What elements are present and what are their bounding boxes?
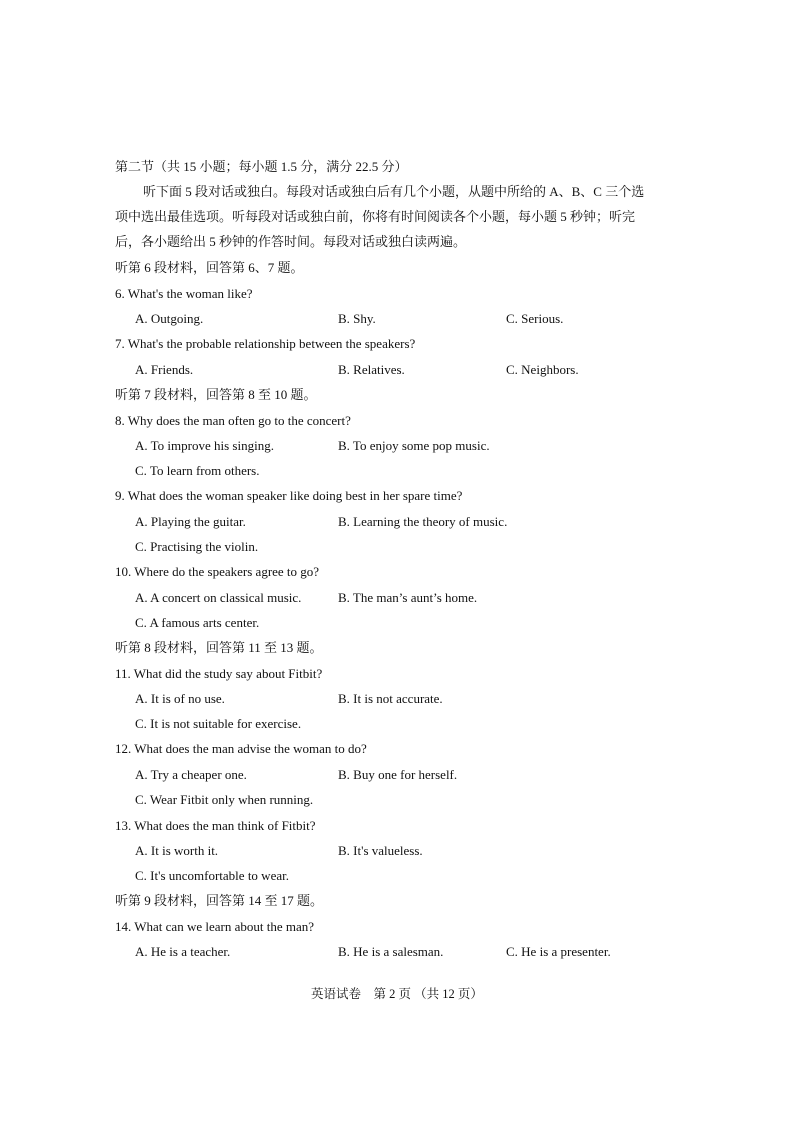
section-heading: 第二节（共 15 小题；每小题 1.5 分，满分 22.5 分） (115, 159, 408, 174)
question-13-option-c: C. It's uncomfortable to wear. (135, 868, 289, 883)
question-10-stem: 10. Where do the speakers agree to go? (115, 564, 320, 579)
question-8-option-a: A. To improve his singing. (135, 438, 274, 453)
question-8-option-b: B. To enjoy some pop music. (338, 438, 490, 453)
question-14-option-c: C. He is a presenter. (506, 944, 611, 959)
question-10-option-b: B. The man’s aunt’s home. (338, 590, 478, 605)
question-6-option-b: B. Shy. (338, 311, 376, 326)
question-8-stem: 8. Why does the man often go to the concert? (115, 413, 351, 428)
question-13-option-a: A. It is worth it. (135, 843, 219, 858)
question-13-option-b: B. It's valueless. (338, 843, 423, 858)
question-14-stem: 14. What can we learn about the man? (115, 919, 315, 934)
question-10-option-a: A. A concert on classical music. (135, 590, 302, 605)
question-6-option-c: C. Serious. (506, 311, 564, 326)
question-10-option-c: C. A famous arts center. (135, 615, 260, 630)
question-7-option-b: B. Relatives. (338, 362, 405, 377)
question-12-option-c: C. Wear Fitbit only when running. (135, 792, 314, 807)
question-11-option-b: B. It is not accurate. (338, 691, 443, 706)
question-14-option-b: B. He is a salesman. (338, 944, 444, 959)
question-6-option-a: A. Outgoing. (135, 311, 204, 326)
question-11-option-c: C. It is not suitable for exercise. (135, 716, 302, 731)
question-7-stem: 7. What's the probable relationship between the speakers? (115, 336, 416, 351)
group-label-9: 听第 9 段材料，回答第 14 至 17 题。 (115, 893, 324, 908)
question-13-stem: 13. What does the man think of Fitbit? (115, 818, 316, 833)
question-9-stem: 9. What does the woman speaker like doing best in her spare time? (115, 488, 463, 503)
instructions-line-2: 项中选出最佳选项。听每段对话或独白前，你将有时间阅读各个小题，每小题 5 秒钟；听完 (115, 209, 636, 224)
question-11-stem: 11. What did the study say about Fitbit? (115, 666, 323, 681)
question-12-stem: 12. What does the man advise the woman to do? (115, 741, 367, 756)
question-9-option-a: A. Playing the guitar. (135, 514, 246, 529)
question-11-option-a: A. It is of no use. (135, 691, 225, 706)
question-14-option-a: A. He is a teacher. (135, 944, 231, 959)
question-12-option-b: B. Buy one for herself. (338, 767, 458, 782)
question-9-option-b: B. Learning the theory of music. (338, 514, 508, 529)
question-6-stem: 6. What's the woman like? (115, 286, 253, 301)
question-12-option-a: A. Try a cheaper one. (135, 767, 247, 782)
group-label-8: 听第 8 段材料，回答第 11 至 13 题。 (115, 640, 323, 655)
question-8-option-c: C. To learn from others. (135, 463, 260, 478)
page-footer: 英语试卷 第 2 页 （共 12 页） (311, 987, 483, 1001)
instructions-line-1: 听下面 5 段对话或独白。每段对话或独白后有几个小题，从题中所给的 A、B、C 三个选 (143, 184, 645, 199)
group-label-6: 听第 6 段材料，回答第 6、7 题。 (115, 260, 304, 275)
question-9-option-c: C. Practising the violin. (135, 539, 259, 554)
instructions-line-3: 后，各小题给出 5 秒钟的作答时间。每段对话或独白读两遍。 (115, 234, 467, 249)
question-7-option-c: C. Neighbors. (506, 362, 579, 377)
question-7-option-a: A. Friends. (135, 362, 194, 377)
group-label-7: 听第 7 段材料，回答第 8 至 10 题。 (115, 387, 317, 402)
